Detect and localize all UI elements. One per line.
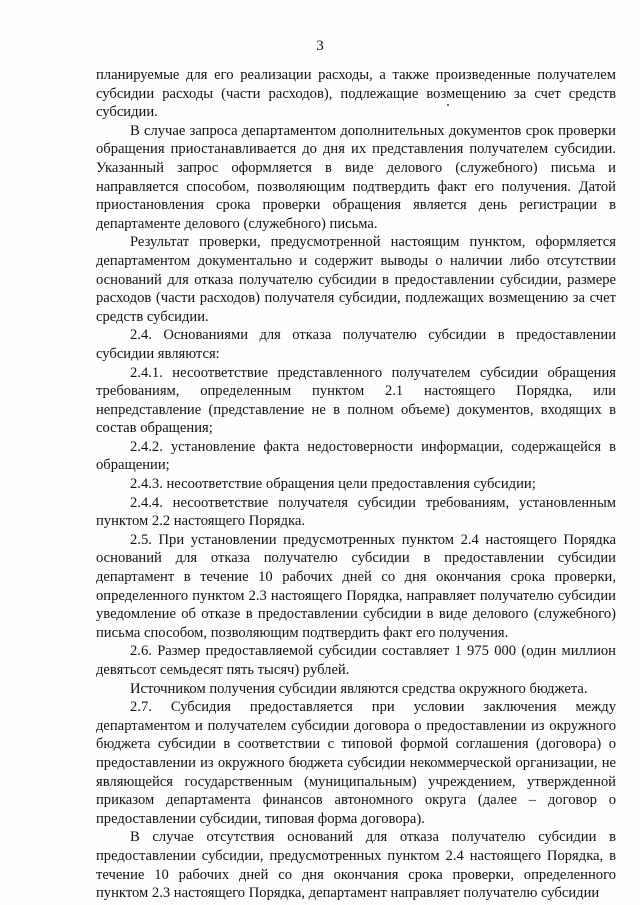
paragraph-continuation: планируемые для его реализации расходы, а также произведенные получателем субсидии расходы (части расходов), подлежащие возмещению за счет средств субсидии. <box>96 67 616 121</box>
paragraph-2-4-4: 2.4.4. несоответствие получателя субсидии требованиям, установленным пунктом 2.2 настоящего Порядка. <box>96 494 616 530</box>
paragraph-no-refusal: В случае отсутствия оснований для отказа получателю субсидии в предоставлении субсидии, предусмотренных пунктом 2.4 настоящего Порядка, в течение 10 рабочих дней со дня окончания срока проверки, определенного пунктом 2.3 настоящего Порядка, департамент направляет получателю субсидии <box>96 829 616 902</box>
paragraph-2-6: 2.6. Размер предоставляемой субсидии составляет 1 975 000 (один миллион девятьсот семьдесят пять тысяч) рублей. <box>96 643 616 678</box>
paragraph-request-documents: В случае запроса департаментом дополнительных документов срок проверки обращения приостанавливается до дня их представления получателем субсидии. Указанный запрос оформляется в виде делового (служебного) письма и направляется способом, позволяющим подтвердить факт его получения. Датой приостановления срока проверки обращения является день регистрации в департаменте делового (служебного) письма. <box>96 122 616 232</box>
paragraph-2-4-2: 2.4.2. установление факта недостоверности информации, содержащейся в обращении; <box>96 438 616 474</box>
document-body <box>96 66 616 903</box>
paragraph-check-result: Результат проверки, предусмотренной настоящим пунктом, оформляется департаментом документально и содержит выводы о наличии либо отсутствии оснований для отказа получателю субсидии в предоставлении субсидии, размере расходов (части расходов) получателя субсидии, подлежащих возмещению за счет средств субсидии. <box>96 234 616 325</box>
scan-speck <box>447 104 449 106</box>
paragraph-2-4-3: 2.4.3. несоответствие обращения цели предоставления субсидии; <box>130 476 536 493</box>
page-number: 3 <box>316 38 324 54</box>
paragraph-funding-source: Источником получения субсидии являются средства окружного бюджета. <box>130 680 588 697</box>
paragraph-2-5: 2.5. При установлении предусмотренных пунктом 2.4 настоящего Порядка оснований для отказа получателю субсидии в предоставлении субсидии департамент в течение 10 рабочих дней со дня окончания срока проверки, определенного пунктом 2.3 настоящего Порядка, направляет получателю субсидии уведомление об отказе в предоставлении субсидии в виде делового (служебного) письма способом, позволяющим подтвердить факт его получения. <box>96 531 616 641</box>
paragraph-2-4-1: 2.4.1. несоответствие представленного получателем субсидии обращения требованиям, определенным пунктом 2.1 настоящего Порядка, или непредставление (представление не в полном объеме) документов, входящих в состав обращения; <box>96 364 616 437</box>
paragraph-2-4: 2.4. Основаниями для отказа получателю субсидии в предоставлении субсидии являются: <box>96 327 616 362</box>
paragraph-2-7: 2.7. Субсидия предоставляется при условии заключения между департаментом и получателем субсидии договора о предоставлении из окружного бюджета субсидии в соответствии с типовой формой соглашения (договора) о предоставлении из окружного бюджета субсидии некоммерческой организации, не являющейся государственным (муниципальным) учреждением, утвержденной приказом департамента финансов автономного округа (далее – договор о предоставлении субсидии, типовая форма договора). <box>96 699 616 827</box>
